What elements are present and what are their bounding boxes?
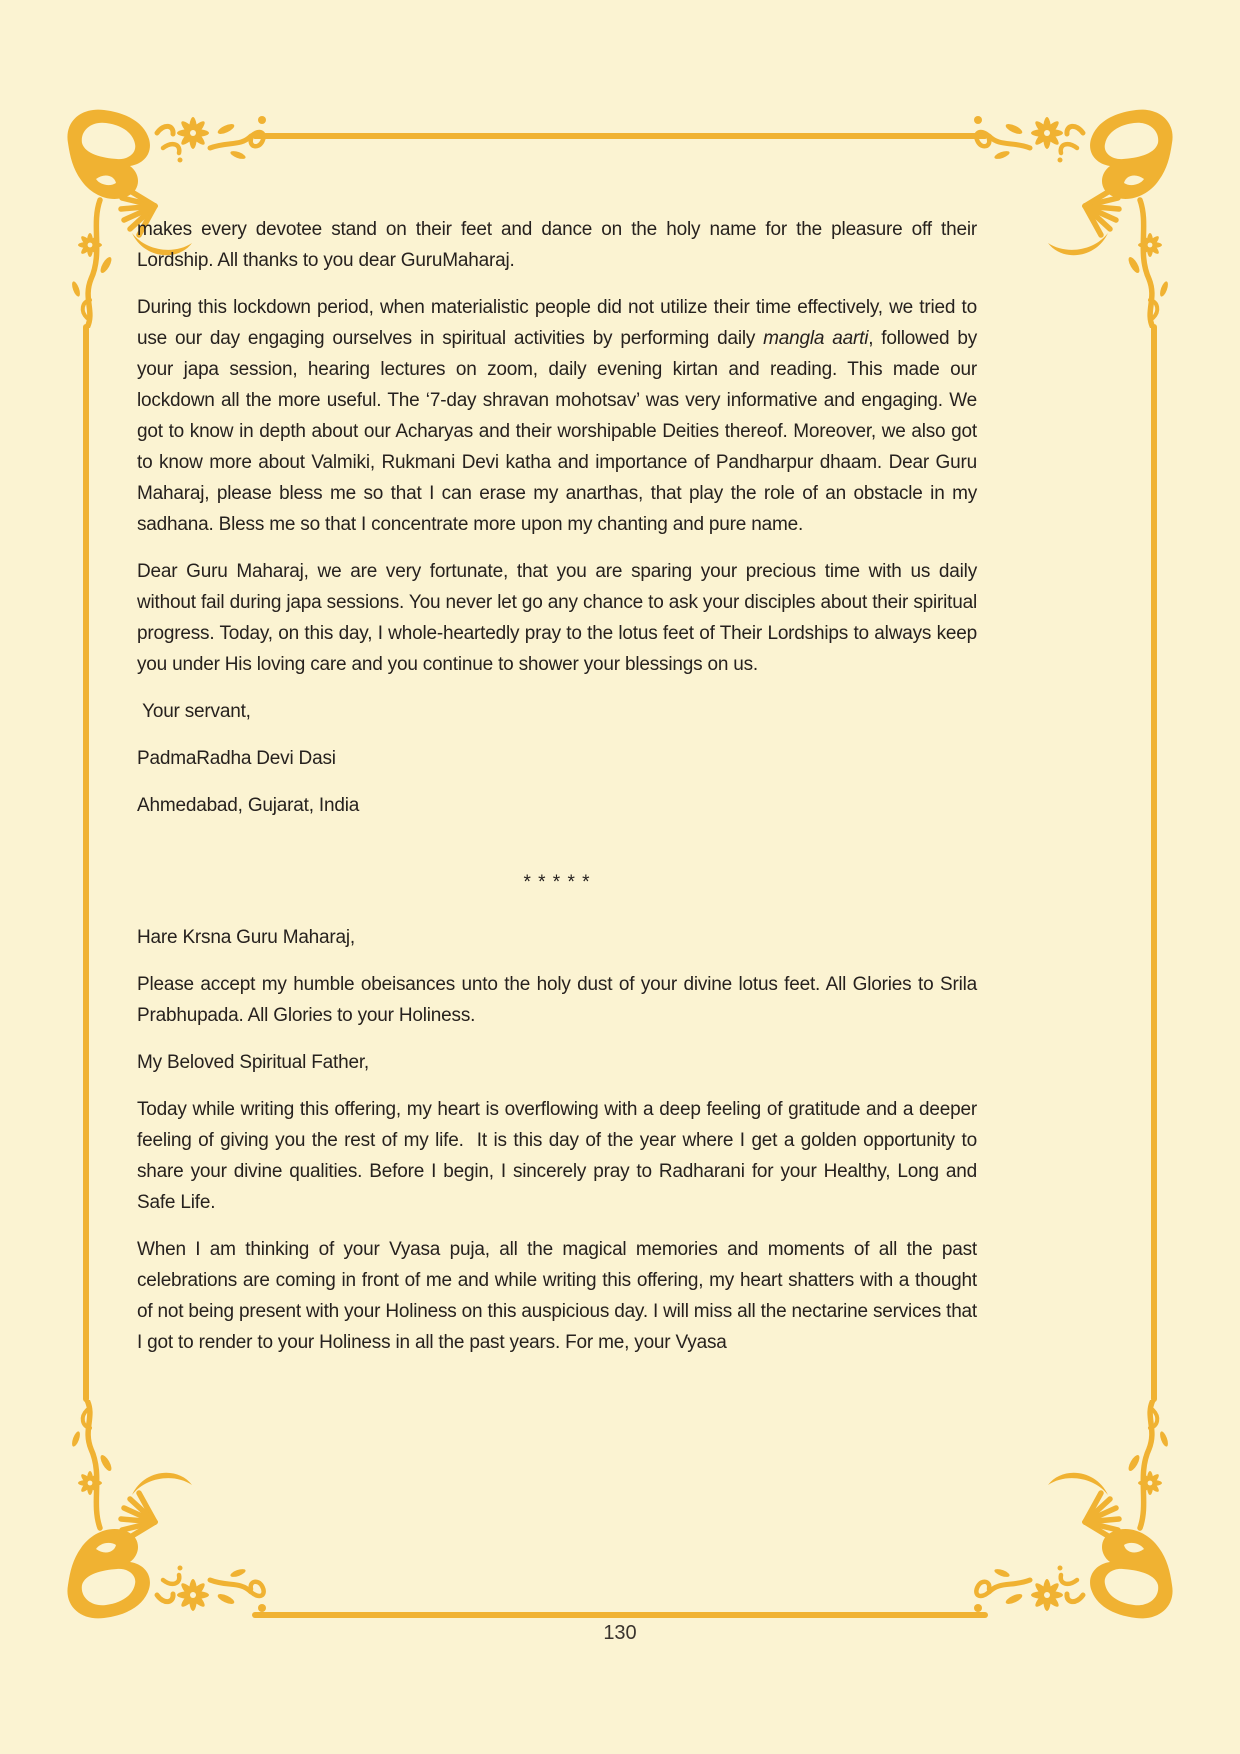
page-number: 130 <box>603 1622 637 1644</box>
paragraph-lockdown <box>137 292 983 540</box>
paragraph-lockdown-text-1: During this lockdown period, when materialistic people did not utilize their time effectively, we tried to use our day engaging ourselves in spiritual activities by performing daily <box>137 297 983 349</box>
paragraph-lockdown-italic: mangla aarti <box>763 328 869 349</box>
border-line-bottom <box>252 1612 988 1618</box>
letter2-salutation: Hare Krsna Guru Maharaj, <box>137 927 356 948</box>
corner-ornament-top-right-icon <box>972 103 1180 328</box>
border-line-right <box>1151 324 1157 1402</box>
border-line-top <box>252 133 988 139</box>
signature-your-servant: Your servant, <box>137 701 251 722</box>
signature-name: PadmaRadha Devi Dasi <box>137 748 336 769</box>
border-line-left <box>83 324 89 1402</box>
paragraph-lockdown-text-2: , followed by your japa session, hearing lectures on zoom, daily evening kirtan and reading. This made our lockdown all the more useful. The ‘7-day shravan mohotsav’ was very informative and engaging. We got to know in depth about our Acharyas and their worshipable Deities thereof. Moreover, we also got to know more about Valmiki, Rukmani Devi katha and importance of Pandharpur dhaam. Dear Guru Maharaj, please bless me so that I can erase my anarthas, that play the role of an obstacle in my sadhana. Bless me so that I concentrate more upon my chanting and pure name. <box>137 328 983 535</box>
paragraph-continuation: makes every devotee stand on their feet and dance on the holy name for the pleasure off their Lordship. All thanks to you dear GuruMaharaj. <box>137 219 983 271</box>
corner-ornament-bottom-left-icon <box>60 1400 268 1625</box>
section-separator: * * * * * <box>523 872 591 893</box>
paragraph-gratitude: Dear Guru Maharaj, we are very fortunate, that you are sparing your precious time with us daily without fail during japa sessions. You never let go any chance to ask your disciples about their spiritual progress. Today, on this day, I whole-heartedly pray to the lotus feet of Their Lordships to always keep you under His loving care and you continue to shower your blessings on us. <box>137 561 983 675</box>
paragraph-beloved-father: My Beloved Spiritual Father, <box>137 1052 370 1073</box>
paragraph-offering: Today while writing this offering, my heart is overflowing with a deep feeling of gratitude and a deeper feeling of giving you the rest of my life. It is this day of the year where I get a golden opportunity to share your divine qualities. Before I begin, I sincerely pray to Radharani for your Healthy, Long and Safe Life. <box>137 1099 983 1213</box>
signature-place: Ahmedabad, Gujarat, India <box>137 795 360 816</box>
paragraph-obeisances: Please accept my humble obeisances unto the holy dust of your divine lotus feet. All Glories to Srila Prabhupada. All Glories to your Holiness. <box>137 974 983 1026</box>
paragraph-vyasa-puja: When I am thinking of your Vyasa puja, all the magical memories and moments of all the past celebrations are coming in front of me and while writing this offering, my heart shatters with a thought of not being present with your Holiness on this auspicious day. I will miss all the nectarine services that I got to render to your Holiness in all the past years. For me, your Vyasa <box>137 1239 983 1353</box>
letter-content <box>137 214 983 1374</box>
corner-ornament-bottom-right-icon <box>972 1400 1180 1625</box>
